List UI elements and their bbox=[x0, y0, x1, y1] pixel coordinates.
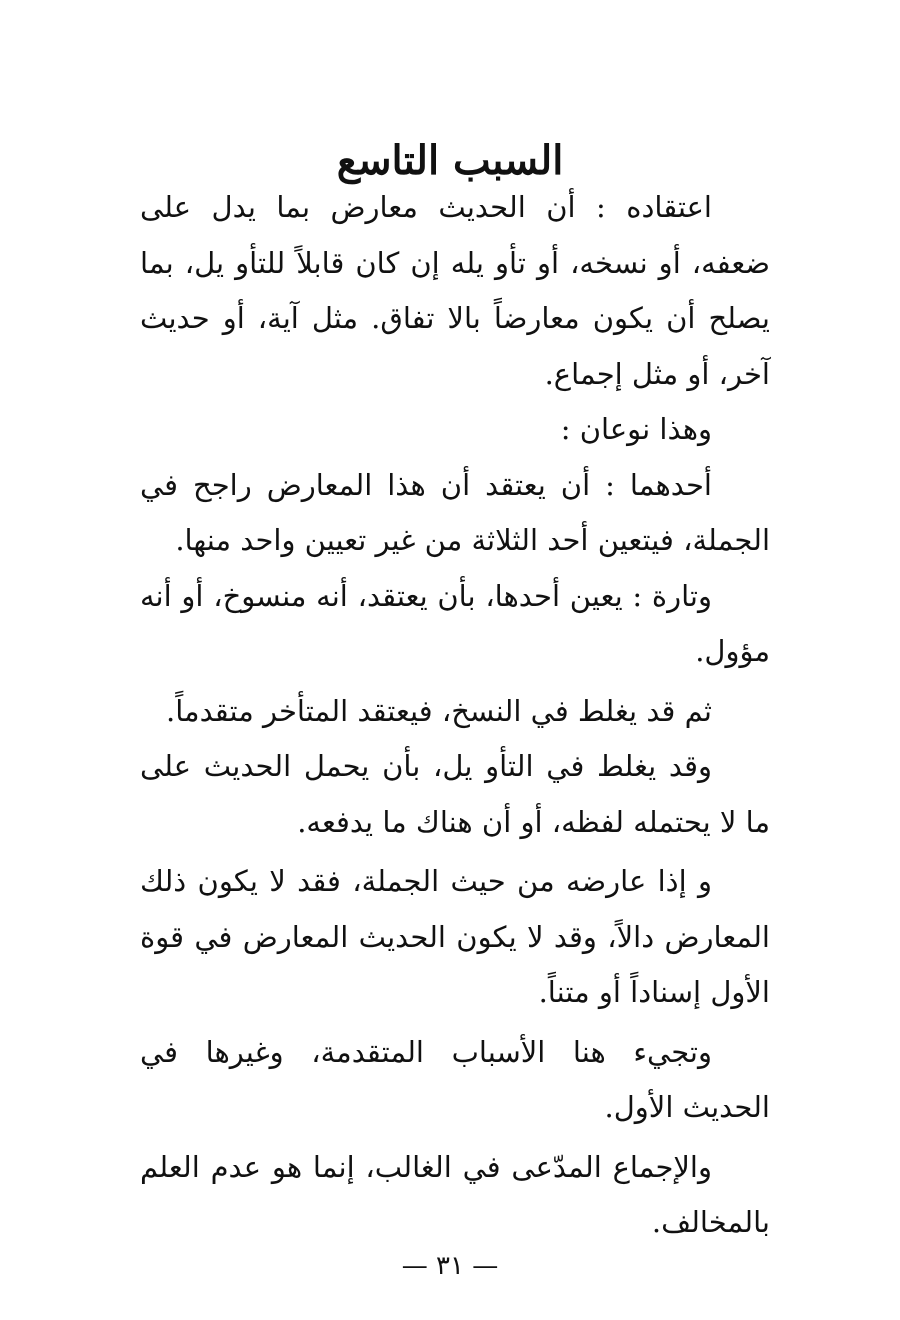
paragraph-abrogation-error: ثم قد يغلط في النسخ، فيعتقد المتأخر متقدماً. bbox=[166, 693, 712, 728]
paragraph-consensus: والإجماع المدّعى في الغالب، إنما هو عدم العلم بالمخالف. bbox=[140, 1149, 770, 1239]
paragraph-two-types: وهذا نوعان : bbox=[560, 412, 712, 446]
chapter-title: السبب التاسع bbox=[336, 136, 564, 184]
paragraph-previous-causes: وتجيء هنا الأسباب المتقدمة، وغيرها في الحديث الأول. bbox=[140, 1034, 770, 1124]
paragraph-sometimes: وتارة : يعين أحدها، بأن يعتقد، أنه منسوخ، أو أنه مؤول. bbox=[140, 578, 770, 668]
page-number: — ٣١ — bbox=[401, 1251, 499, 1281]
paragraph-general-contradiction: و إذا عارضه من حيث الجملة، فقد لا يكون ذلك المعارض دالاً، وقد لا يكون الحديث المعارض في قوة الأول إسناداً أو متناً. bbox=[140, 864, 770, 1009]
body-text bbox=[140, 180, 770, 1251]
paragraph-interpretation-error: وقد يغلط في التأو يل، بأن يحمل الحديث على ما لا يحتمله لفظه، أو أن هناك ما يدفعه. bbox=[140, 749, 770, 839]
paragraph-belief: اعتقاده : أن الحديث معارض بما يدل على ضعفه، أو نسخه، أو تأو يله إن كان قابلاً للتأو يل، بما يصلح أن يكون معارضاً بالا تفاق. مثل آية، أو حديث آخر، أو مثل إجماع. bbox=[140, 190, 770, 391]
paragraph-first-type: أحدهما : أن يعتقد أن هذا المعارض راجح في الجملة، فيتعين أحد الثلاثة من غير تعيين واحد منها. bbox=[140, 467, 770, 557]
